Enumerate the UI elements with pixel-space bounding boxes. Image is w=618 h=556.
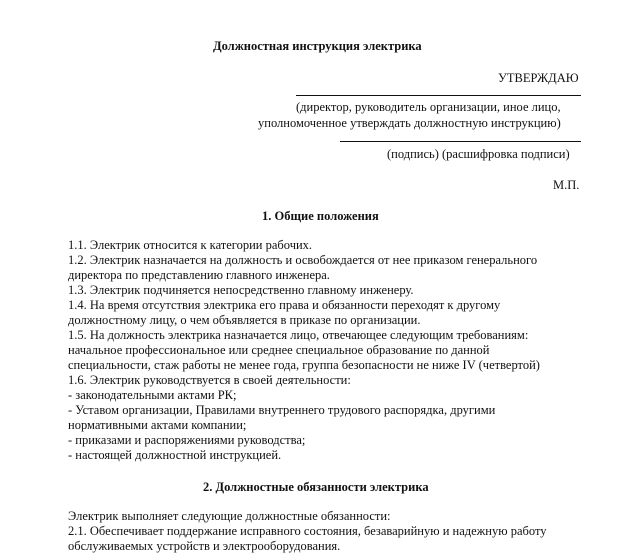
section1-line: 1.3. Электрик подчиняется непосредственно главному инженеру. xyxy=(68,283,414,297)
signature-line xyxy=(340,141,581,142)
section2-line: обслуживаемых устройств и электрооборудования. xyxy=(68,539,341,553)
approval-signer-line2: уполномоченное утверждать должностную инструкцию) xyxy=(258,116,561,130)
document-title: Должностная инструкция электрика xyxy=(213,39,422,53)
section1-line: - законодательными актами РК; xyxy=(68,388,237,402)
section1-line: начальное профессиональное или среднее специальное образование по данной xyxy=(68,343,490,357)
section1-line: 1.1. Электрик относится к категории рабочих. xyxy=(68,238,313,252)
section2-heading: 2. Должностные обязанности электрика xyxy=(203,480,429,494)
section1-line: директора по представлению главного инженера. xyxy=(68,268,330,282)
approval-signer-line1: (директор, руководитель организации, иное лицо, xyxy=(296,100,561,114)
section1-heading: 1. Общие положения xyxy=(262,209,379,223)
section1-line: - Уставом организации, Правилами внутреннего трудового распорядка, другими xyxy=(68,403,496,417)
section1-line: 1.5. На должность электрика назначается лицо, отвечающее следующим требованиям: xyxy=(68,328,529,342)
section1-line: 1.6. Электрик руководствуется в своей деятельности: xyxy=(68,373,351,387)
section1-line: специальности, стаж работы не менее года, группа безопасности не ниже IV (четвертой) xyxy=(68,358,540,372)
section1-line: 1.4. На время отсутствия электрика его права и обязанности переходят к другому xyxy=(68,298,501,312)
section1-line: - приказами и распоряжениями руководства; xyxy=(68,433,306,447)
signature-caption: (подпись) (расшифровка подписи) xyxy=(387,147,570,161)
section1-line: 1.2. Электрик назначается на должность и освобождается от нее приказом генерального xyxy=(68,253,538,267)
section2-line: Электрик выполняет следующие должностные обязанности: xyxy=(68,509,391,523)
section2-line: 2.1. Обеспечивает поддержание исправного состояния, безаварийную и надежную работу xyxy=(68,524,547,538)
approval-heading: УТВЕРЖДАЮ xyxy=(498,71,579,85)
section1-line: нормативными актами компании; xyxy=(68,418,247,432)
approver-line xyxy=(296,95,581,96)
section1-line: должностному лицу, о чем объявляется в приказе по организации. xyxy=(68,313,421,327)
section1-line: - настоящей должностной инструкцией. xyxy=(68,448,282,462)
stamp-label: М.П. xyxy=(553,178,580,192)
